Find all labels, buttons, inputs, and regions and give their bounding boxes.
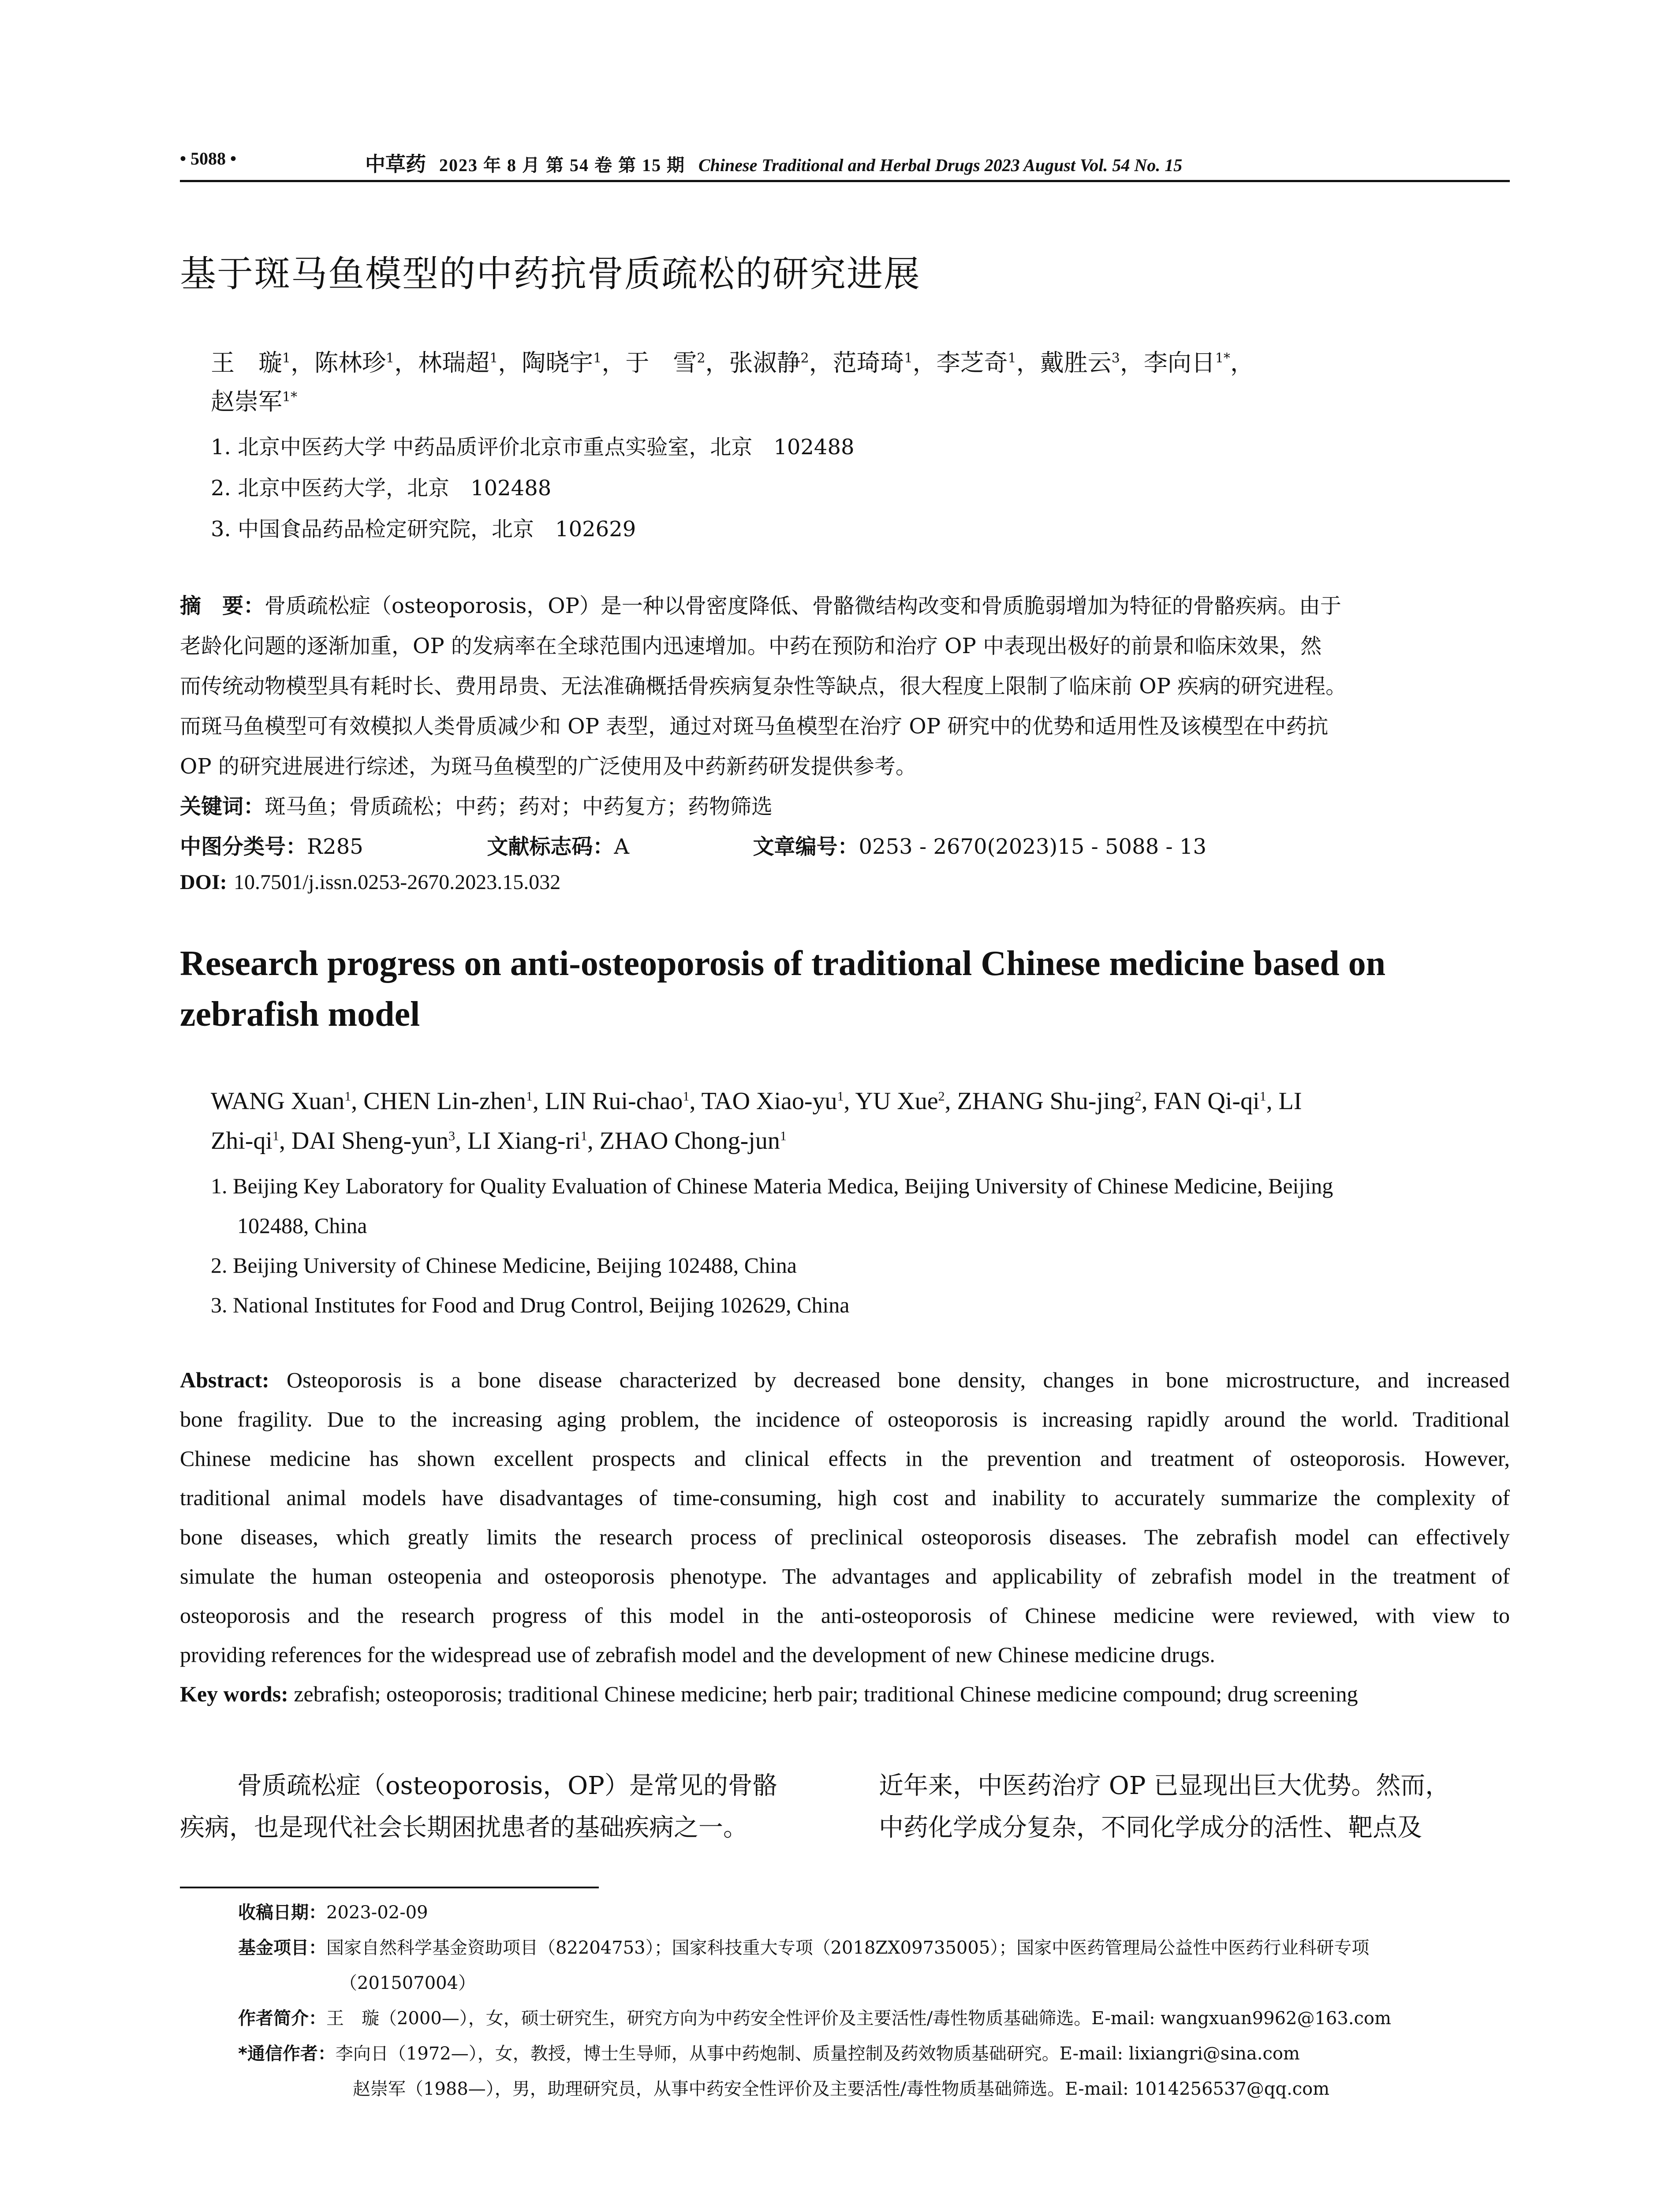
footnote-corresponding-2: 赵崇军（1988—），男，助理研究员，从事中药安全性评价及主要活性/毒性物质基础筛选。E-mail: 1014256537@qq.com [353,2079,1330,2099]
article-title-en-line1: Research progress on anti-osteoporosis of traditional Chinese medicine based on [180,944,1386,983]
clc-code: R285 [307,834,363,859]
author-cn: 戴胜云$^3$ [1040,349,1120,377]
author-en: LIN Rui-chao$^1$ [545,1088,690,1115]
author-cn: 王 璇$^1$ [211,349,291,377]
body-left-line1: 骨质疏松症（osteoporosis，OP）是常见的骨骼 [237,1771,777,1800]
author-en: Zhi-$qi^1$ [211,1127,279,1155]
abstract-cn-line: 摘 要：骨质疏松症（osteoporosis，OP）是一种以骨密度降低、骨骼微结构改变和骨质脆弱增加为特征的骨骼疾病。由于 [180,594,1341,618]
abstract-en-line: bone fragility. Due to the increasing aging problem, the incidence of osteoporosis is increasing rapidly around the world. Traditional [180,1407,1510,1431]
author-en: CHEN Lin-zhen$^1$ [363,1088,533,1115]
author-list-en-line2: Zhi-$qi^1$, DAI Sheng-yun$^3$, LI Xiang-$ri^1$, ZHAO Chong-jun$^1$ [211,1127,787,1155]
doc-code: A [614,834,629,859]
affiliation-cn-3: 3. 中国食品药品检定研究院，北京 102629 [211,517,636,542]
keywords-cn: 关键词：斑马鱼；骨质疏松；中药；药对；中药复方；药物筛选 [180,794,773,819]
affiliation-en-3: 3. National Institutes for Food and Drug Control, Beijing 102629, China [211,1293,850,1317]
affiliation-en-2: 2. Beijing University of Chinese Medicine, Beijing 102488, China [211,1253,797,1278]
author-en: LI Xiang-$ri^1$ [467,1127,587,1155]
affiliation-cn-2: 2. 北京中医药大学，北京 102488 [211,476,552,501]
abstract-en-line: providing references for the widespread use of zebrafish model and the development of new Chinese medicine drugs. [180,1642,1215,1667]
keywords-en: Key words: zebrafish; osteoporosis; traditional Chinese medicine; herb pair; traditional Chinese medicine compound; drug screening [180,1682,1358,1706]
affiliation-en-1: 1. Beijing Key Laboratory for Quality Evaluation of Chinese Materia Medica, Beijing University of Chinese Medicine, Beijing [211,1174,1333,1198]
classification-line: 中图分类号：R285 文献标志码：A 文章编号：0253 - 2670(2023)15 - 5088 - 13 [180,834,1206,859]
author-cn: 陈林珍$^1$ [314,349,395,377]
journal-name-en: Chinese Traditional and Herbal Drugs 2023 August Vol. 54 No. 15 [698,155,1183,175]
author-en: TAO Xiao-$yu^1$ [701,1088,844,1115]
author-cn: 李向日$^{1*}$ [1143,349,1230,377]
abstract-en-line: traditional animal models have disadvantages of time-consuming, high cost and inability to accurately summarize the complexity of [180,1485,1510,1510]
abstract-cn-line: 而传统动物模型具有耗时长、费用昂贵、无法准确概括骨疾病复杂性等缺点，很大程度上限制了临床前 OP 疾病的研究进程。 [180,674,1347,699]
author-list-en-line1: WANG Xuan$^1$, CHEN Lin-zhen$^1$, LIN Rui-chao$^1$, TAO Xiao-$yu^1$, YU Xue$^2$, ZHANG Shu-jing$^2$, FAN $Qi-qi^1$, LI [211,1088,1302,1115]
article-number: 0253 - 2670(2023)15 - 5088 - 13 [859,834,1206,859]
author-en: DAI Sheng-yun$^3$ [291,1127,455,1155]
abstract-cn-line: 而斑马鱼模型可有效模拟人类骨质减少和 OP 表型，通过对斑马鱼模型在治疗 OP 研究中的优势和适用性及该模型在中药抗 [180,714,1329,739]
abstract-cn-line: 老龄化问题的逐渐加重，OP 的发病率在全球范围内迅速增加。中药在预防和治疗 OP 中表现出极好的前景和临床效果，然 [180,634,1322,658]
abstract-en-line: osteoporosis and the research progress of this model in the anti-osteoporosis of Chinese medicine were reviewed, with view to [180,1603,1510,1628]
body-right-line1: 近年来，中医药治疗 OP 已显现出巨大优势。然而， [879,1771,1450,1800]
doi-line: DOI: 10.7501/j.issn.0253-2670.2023.15.032 [180,871,561,894]
author-en: FAN $Qi-qi^1$ [1154,1088,1266,1115]
author-cn: 李芝奇$^1$ [936,349,1016,377]
author-cn: 张淑静$^2$ [729,349,809,377]
affiliation-en-1-cont: 102488, China [237,1213,367,1238]
footnote-fund: 基金项目：国家自然科学基金资助项目（82204753）；国家科技重大专项（2018ZX09735005）；国家中医药管理局公益性中医药行业科研专项 [238,1938,1370,1958]
running-header [180,146,1510,182]
footnote-rule [180,1887,599,1888]
abstract-en-label: Abstract: [180,1368,269,1392]
author-en: YU Xue$^2$ [855,1088,945,1115]
footnote-corresponding: *通信作者：李向日（1972—），女，教授，博士生导师，从事中药炮制、质量控制及药效物质基础研究。E-mail: lixiangri@sina.com [238,2044,1300,2064]
journal-mark: 中草药 [365,152,426,176]
journal-issue-cn: 2023 年 8 月 第 54 卷 第 15 期 [439,155,685,175]
author-en: ZHANG Shu-jing$^2$ [957,1088,1142,1115]
abstract-en-line: Abstract: Osteoporosis is a bone disease characterized by decreased bone density, changes in bone microstructure, and increased [180,1368,1510,1392]
footnote-author: 作者简介：王 璇（2000—），女，硕士研究生，研究方向为中药安全性评价及主要活性/毒性物质基础筛选。E-mail: wangxuan9962@163.com [238,2008,1391,2029]
article-title-en-line2: zebrafish model [180,995,420,1034]
page-number: • 5088 • [180,149,237,168]
abstract-en-line: simulate the human osteopenia and osteoporosis phenotype. The advantages and applicability of zebrafish model in the treatment of [180,1564,1510,1588]
author-cn: 范琦琦$^1$ [833,349,913,377]
author-cn: 陶晓宇$^1$ [522,349,602,377]
author-list-cn-line1: 王 璇$^1$，陈林珍$^1$，林瑞超$^1$，陶晓宇$^1$，于 雪$^2$，张淑静$^2$，范琦琦$^1$，李芝奇$^1$，戴胜云$^3$，李向日$^{1*}$， [211,349,1254,377]
author-cn: 赵崇军$^{1*}$ [211,388,298,415]
author-en-fragment: LI [1278,1088,1302,1115]
body-left-line2: 疾病，也是现代社会长期困扰患者的基础疾病之一。 [180,1813,748,1842]
footnote-received: 收稿日期：2023-02-09 [238,1902,428,1923]
doi-link[interactable]: 10.7501/j.issn.0253-2670.2023.15.032 [233,871,561,894]
article-title-cn: 基于斑马鱼模型的中药抗骨质疏松的研究进展 [180,253,921,295]
affiliation-cn-1: 1. 北京中医药大学 中药品质评价北京市重点实验室，北京 102488 [211,435,855,460]
journal-info [365,148,1182,177]
abstract-en-line: bone diseases, which greatly limits the research process of preclinical osteoporosis diseases. The zebrafish model can effectively [180,1525,1510,1549]
abstract-cn-line: OP 的研究进展进行综述，为斑马鱼模型的广泛使用及中药新药研发提供参考。 [180,754,917,779]
author-cn: 林瑞超$^1$ [418,349,498,377]
footnote-fund-cont: （201507004） [340,1973,476,1993]
author-cn: 于 雪$^2$ [625,349,706,377]
abstract-cn-label: 摘 要： [180,594,265,618]
author-list-cn-line2 [211,383,297,417]
abstract-en-line: Chinese medicine has shown excellent prospects and clinical effects in the prevention and treatment of osteoporosis. However, [180,1446,1510,1471]
author-en: ZHAO Chong-jun$^1$ [599,1127,787,1155]
body-right-line2: 中药化学成分复杂，不同化学成分的活性、靶点及 [879,1813,1422,1842]
author-en: WANG Xuan$^1$ [211,1088,351,1115]
